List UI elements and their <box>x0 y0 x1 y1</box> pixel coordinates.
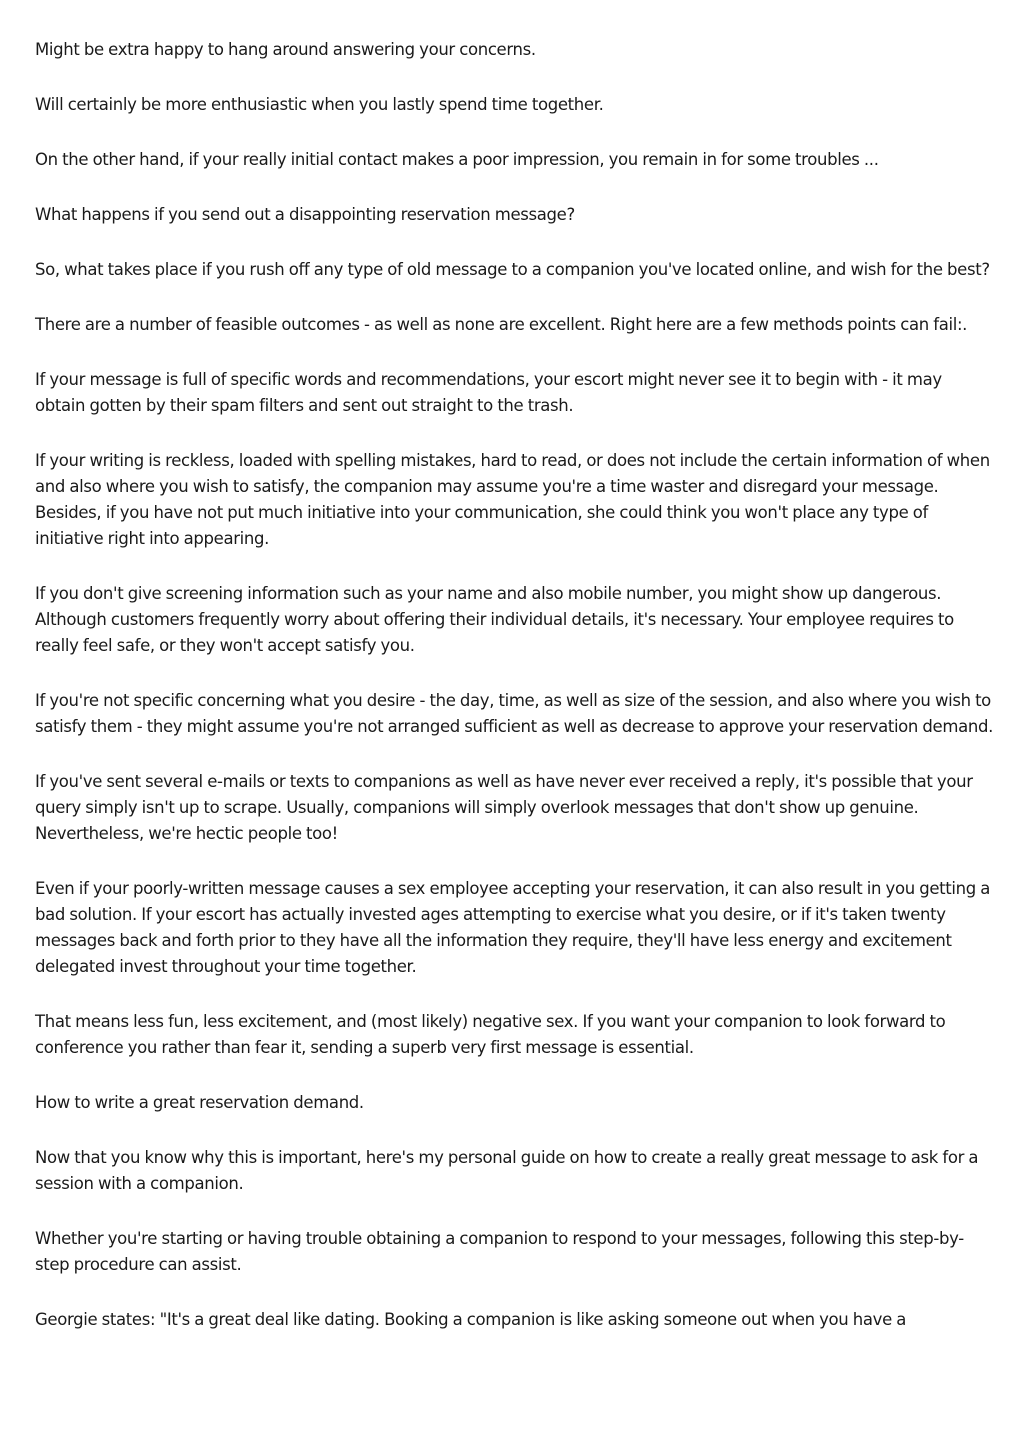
paragraph-8: If your writing is reckless, loaded with spelling mistakes, hard to read, or does not include the certain information of when and also where you wish to satisfy, the companion may assume you're a time waster and disregard your message. Besides, if you have not put much initiative into your communication, she could think you won't place any type of initiative right into appearing. <box>35 451 990 548</box>
paragraph-1: Might be extra happy to hang around answering your concerns. <box>35 40 536 59</box>
paragraph-7: If your message is full of specific words and recommendations, your escort might never see it to begin with - it may obtain gotten by their spam filters and sent out straight to the trash. <box>35 370 942 415</box>
paragraph-2: Will certainly be more enthusiastic when you lastly spend time together. <box>35 95 604 114</box>
paragraph-17: Georgie states: "It's a great deal like dating. Booking a companion is like asking someone out when you have a <box>35 1310 907 1329</box>
paragraph-14: How to write a great reservation demand. <box>35 1093 364 1112</box>
paragraph-3: On the other hand, if your really initial contact makes a poor impression, you remain in for some troubles ... <box>35 150 879 169</box>
paragraph-5: So, what takes place if you rush off any type of old message to a companion you've located online, and wish for the best? <box>35 260 990 279</box>
paragraph-12: Even if your poorly-written message causes a sex employee accepting your reservation, it can also result in you getting a bad solution. If your escort has actually invested ages attempting to exercise what you desire, or if it's taken twenty messages back and forth prior to they have all the information they require, they'll have less energy and excitement delegated invest throughout your time together. <box>35 879 990 976</box>
paragraph-4: What happens if you send out a disappointing reservation message? <box>35 205 575 224</box>
paragraph-11: If you've sent several e-mails or texts to companions as well as have never ever received a reply, it's possible that your query simply isn't up to scrape. Usually, companions will simply overlook messages that don't show up genuine. Nevertheless, we're hectic people too! <box>35 772 973 843</box>
paragraph-15: Now that you know why this is important, here's my personal guide on how to create a really great message to ask for a session with a companion. <box>35 1148 979 1193</box>
paragraph-10: If you're not specific concerning what you desire - the day, time, as well as size of the session, and also where you wish to satisfy them - they might assume you're not arranged sufficient as well as decrease to approve your reservation demand. <box>35 691 993 736</box>
document-body <box>35 37 993 1362</box>
paragraph-6: There are a number of feasible outcomes - as well as none are excellent. Right here are a few methods points can fail:. <box>35 315 968 334</box>
paragraph-16: Whether you're starting or having trouble obtaining a companion to respond to your messages, following this step-by-step procedure can assist. <box>35 1229 964 1274</box>
paragraph-9: If you don't give screening information such as your name and also mobile number, you might show up dangerous. Although customers frequently worry about offering their individual details, it's necessary. Your employee requires to really feel safe, or they won't accept satisfy you. <box>35 584 954 655</box>
paragraph-13: That means less fun, less excitement, and (most likely) negative sex. If you want your companion to look forward to conference you rather than fear it, sending a superb very first message is essential. <box>35 1012 946 1057</box>
